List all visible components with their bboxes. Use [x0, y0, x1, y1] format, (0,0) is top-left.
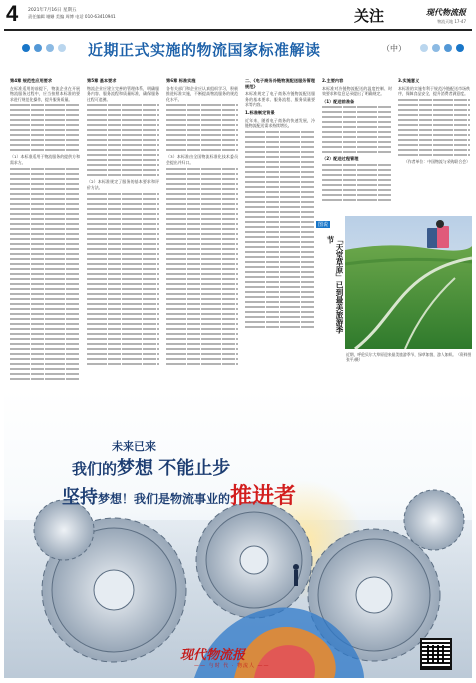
article-column-4: [245, 76, 315, 382]
editor-info: 责任编辑 谢姗 美编 周博 电话 010-63410941: [28, 14, 116, 19]
dot-icon: [444, 44, 452, 52]
dot-icon: [34, 44, 42, 52]
article-column-6: [398, 76, 470, 214]
column-paragraph: 物流企业应建立完善的管理体系，明确服务内容、服务流程和质量标准，确保服务过程可追溯。: [87, 85, 159, 102]
dot-icon: [58, 44, 66, 52]
section-sub: 物流天地 17-47: [437, 19, 466, 24]
column-subheading: 3.实施意义: [398, 78, 420, 83]
column-paragraph: （1）本标准适用于物流服务的提供方和需求方。: [10, 154, 80, 165]
article-column-1: [10, 76, 80, 382]
headline-part: （中）: [382, 44, 406, 53]
issue-date: 2021年7月16日 星期五: [28, 8, 77, 13]
article-column-5: [322, 76, 392, 214]
page-number: 4: [6, 1, 19, 26]
column-subheading: 1.标准制定背景: [245, 109, 275, 115]
qr-code-icon: [420, 638, 452, 670]
column-paragraph: 本标准对冷链物流配送的温度控制、时效要求和信息记录提出了明确规定。: [322, 85, 392, 97]
header-rule: [4, 29, 472, 31]
column-subheading: 第5章 基本要求: [87, 78, 117, 83]
dot-icon: [432, 44, 440, 52]
column-paragraph: 在标准适用的前提下，物流企业在开展物流服务过程中，应当按照本标准的要求进行规范化操作，提升服务质量。: [10, 85, 80, 102]
ad-slogan: —— 与时 代 · 物流人 ——: [194, 663, 270, 669]
column-subheading: 第4章 规范性应用要求: [10, 78, 53, 83]
column-paragraph: （3）本标准由全国物流标准化技术委员会提出并归口。: [166, 154, 238, 165]
advertisement-banner: [4, 390, 472, 678]
dot-icon: [22, 44, 30, 52]
page-header: [4, 3, 472, 29]
article-headline: 近期正式实施的物流国家标准解读: [88, 41, 321, 59]
column-subheading: （2）配送过程管理: [322, 156, 359, 162]
article-column-3: [166, 76, 238, 382]
dot-icon: [46, 44, 54, 52]
newspaper-brand: 现代物流报: [426, 7, 466, 17]
column-subheading: 第6章 标准实施: [166, 78, 196, 83]
column-paragraph: 各有关部门和企业应认真组织学习，积极推进标准实施，不断提高物流服务的规范化水平。: [166, 85, 238, 102]
dot-icon: [420, 44, 428, 52]
photo-caption: 近期，呼伦贝尔大草原迎来最美旅游季节，绿草如茵，游人如织。（资料图 张平/摄）: [346, 352, 472, 363]
column-paragraph: 近年来，随着电子商务的快速发展，冷链物流配送需求持续增长。: [245, 117, 315, 129]
article-byline: （作者单位：中国物流与采购联合会）: [403, 158, 470, 164]
photo-title: 「天堂草原」已到最美旅游季节: [326, 236, 344, 334]
column-paragraph: （2）本标准规定了服务的基本要求和评价方法。: [87, 179, 159, 190]
headline-bar: [0, 34, 476, 64]
ad-tagline-1: 未来已来: [112, 440, 156, 453]
column-paragraph: 本标准的实施有利于规范冷链配送市场秩序，保障食品安全，提升消费者满意度。: [398, 85, 470, 97]
column-subheading: 2.主要内容: [322, 78, 344, 83]
section-title: 关注: [353, 7, 384, 25]
gears-illustration: [4, 390, 472, 678]
column-subheading: 二、《电子商务冷链物流配送服务管理规范》: [245, 78, 315, 89]
column-paragraph: 本标准规定了电子商务冷链物流配送服务的基本要求、服务流程、服务质量要求等内容。: [245, 91, 315, 108]
ad-brand-logo: 现代物流报: [180, 648, 246, 663]
ad-tagline-2: 我们的梦想 不能止步: [72, 458, 231, 479]
photo-section-label: 图说: [318, 222, 329, 228]
grassland-photo: [345, 216, 472, 349]
ad-tagline-3: 坚持梦想！我们是物流事业的推进者: [62, 483, 297, 509]
dot-icon: [456, 44, 464, 52]
article-column-2: [87, 76, 159, 382]
column-subheading: （1）配送前准备: [322, 98, 355, 104]
